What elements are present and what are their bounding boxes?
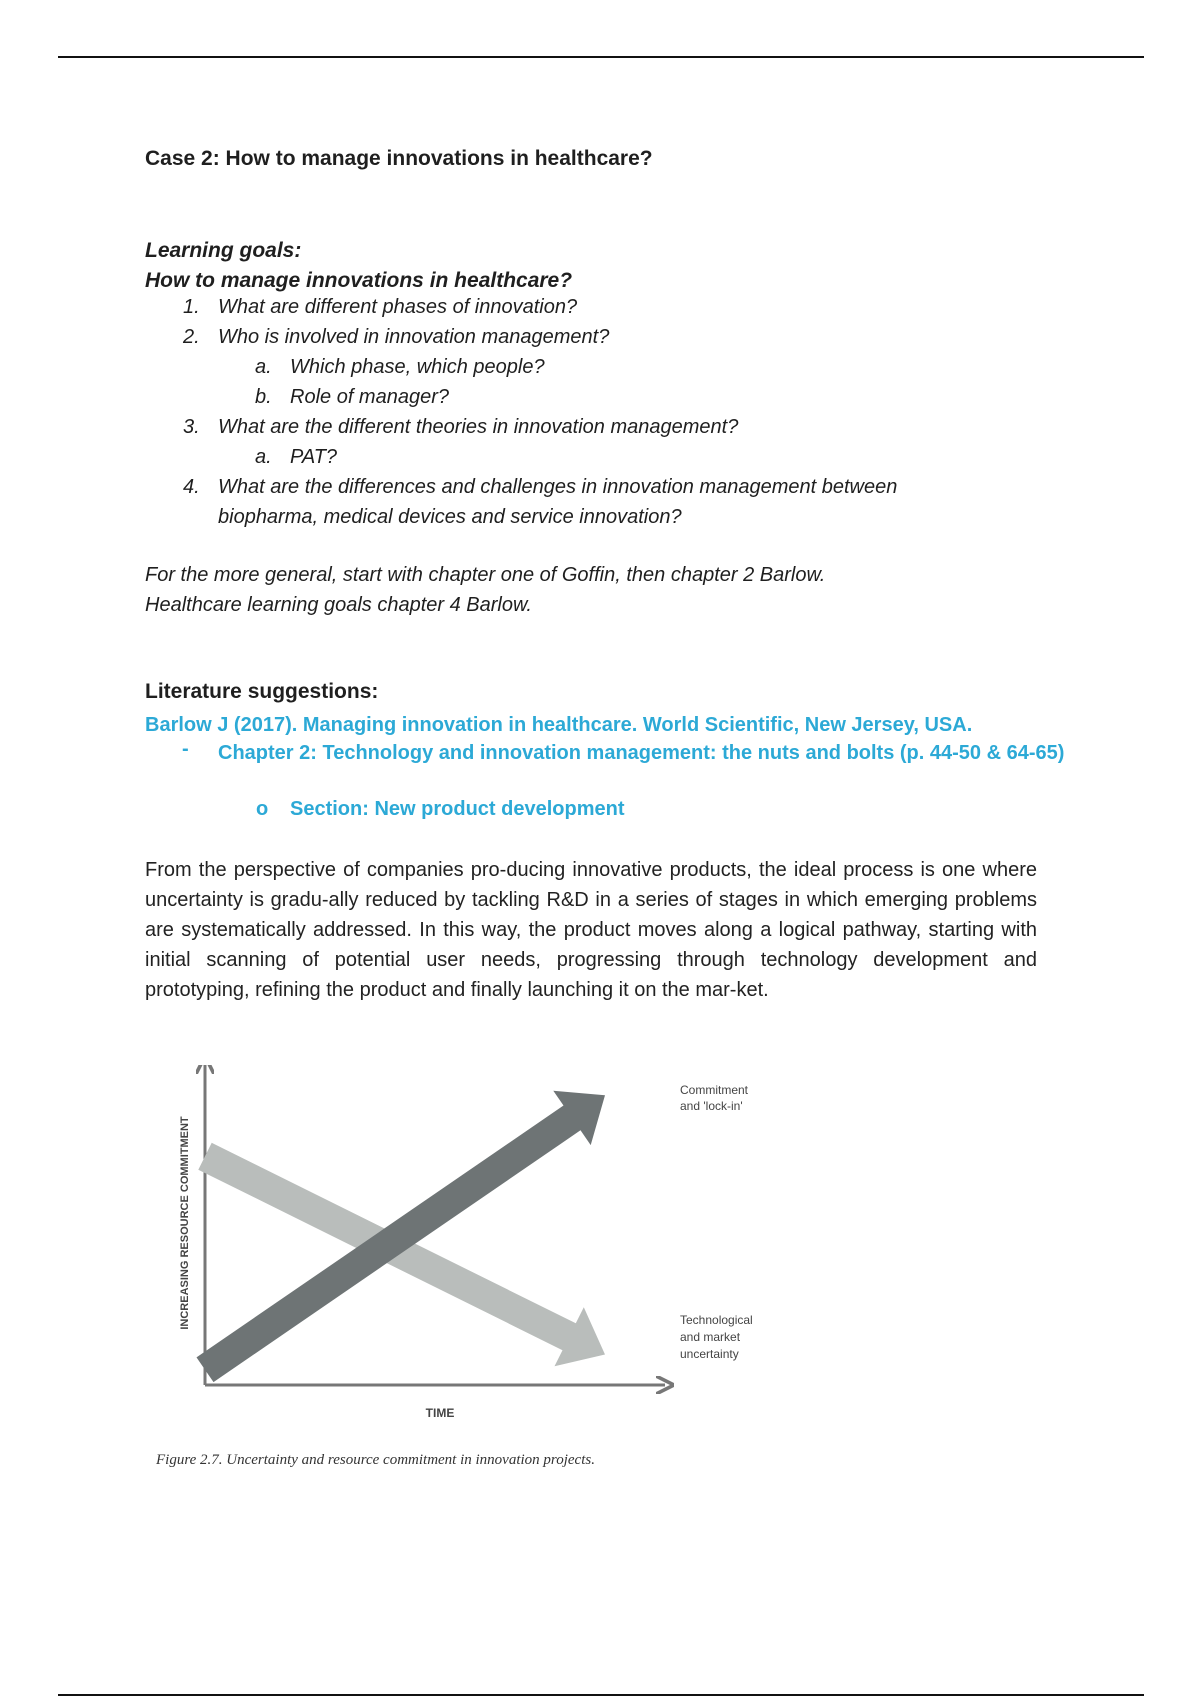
learning-goal-text: Role of manager?	[290, 386, 449, 408]
chapter-bullet: -	[182, 738, 189, 760]
learning-goals-heading	[145, 236, 572, 296]
learning-goals-list	[145, 292, 897, 532]
series-label-uncertainty-1: Technological	[680, 1313, 753, 1327]
y-axis-label: INCREASING RESOURCE COMMITMENT	[179, 1116, 191, 1330]
intro-text	[145, 560, 825, 620]
learning-goal-number: 1.	[183, 296, 200, 318]
uncertainty-commitment-chart	[150, 1065, 820, 1485]
learning-goal-text: PAT?	[290, 446, 338, 468]
learning-goal-number: 3.	[183, 416, 200, 438]
series-label-uncertainty-2: and market	[680, 1330, 741, 1344]
learning-goal-text: Which phase, which people?	[290, 356, 545, 378]
intro-line-1: For the more general, start with chapter one of Goffin, then chapter 2 Barlow.	[145, 564, 826, 586]
page-title: Case 2: How to manage innovations in healthcare?	[145, 147, 653, 170]
learning-goal-item	[145, 442, 897, 472]
learning-goal-item	[145, 472, 897, 502]
learning-goal-text: What are different phases of innovation?	[218, 296, 578, 318]
learning-goal-item	[145, 502, 897, 532]
literature-heading: Literature suggestions:	[145, 680, 379, 703]
literature-reference: Barlow J (2017). Managing innovation in healthcare. World Scientific, New Jersey, USA.	[145, 714, 973, 736]
learning-goals-subheading: How to manage innovations in healthcare?	[145, 269, 573, 292]
learning-goal-item	[145, 292, 897, 322]
learning-goal-text: Who is involved in innovation management?	[218, 326, 610, 348]
learning-goals-label: Learning goals:	[145, 239, 302, 262]
learning-goal-item	[145, 412, 897, 442]
learning-goal-number: 2.	[183, 326, 200, 348]
learning-goal-item	[145, 352, 897, 382]
learning-goal-text: biopharma, medical devices and service innovation?	[218, 506, 682, 528]
series-label-commitment-1: Commitment	[680, 1083, 749, 1097]
x-axis-label: TIME	[425, 1406, 455, 1420]
footer-rule	[58, 1694, 1144, 1696]
learning-goal-number: 4.	[183, 476, 200, 498]
series-label-commitment-2: and 'lock-in'	[680, 1099, 743, 1113]
literature-section: Section: New product development	[290, 798, 625, 820]
intro-line-2: Healthcare learning goals chapter 4 Barlow.	[145, 594, 532, 616]
body-paragraph: From the perspective of companies pro-ducing innovative products, the ideal process is one where uncertainty is gradu-ally reduced by tackling R&D in a series of stages in which emerging problems are systematically addressed. In this way, the product moves along a logical pathway, starting with initial scanning of potential user needs, progressing through technology development and prototyping, refining the product and finally launching it on the mar-ket.	[145, 859, 1037, 1001]
literature-chapter: Chapter 2: Technology and innovation management: the nuts and bolts (p. 44-50 & 64-65)	[218, 742, 1065, 764]
header-rule	[58, 56, 1144, 58]
learning-goal-item	[145, 322, 897, 352]
learning-goal-number: b.	[255, 386, 272, 408]
learning-goal-number: a.	[255, 446, 272, 468]
learning-goal-text: What are the different theories in innovation management?	[218, 416, 739, 438]
learning-goal-text: What are the differences and challenges in innovation management between	[218, 476, 898, 498]
learning-goal-number: a.	[255, 356, 272, 378]
figure-caption: Figure 2.7. Uncertainty and resource commitment in innovation projects.	[156, 1452, 595, 1468]
learning-goal-item	[145, 382, 897, 412]
series-label-uncertainty-3: uncertainty	[680, 1347, 739, 1361]
section-bullet: o	[256, 798, 269, 820]
